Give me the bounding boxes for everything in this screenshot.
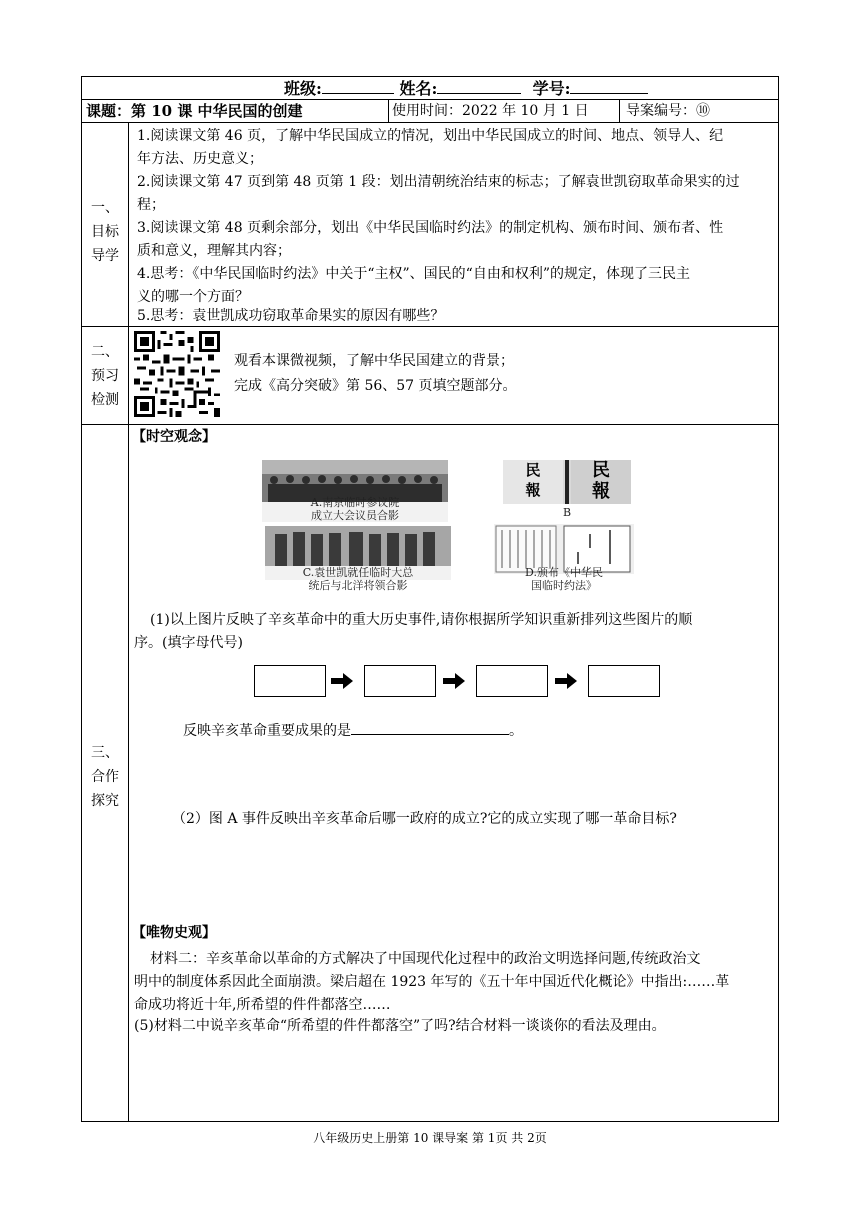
material-line: 明中的制度体系因此全面崩溃。梁启超在 1923 年写的《五十年中国近代化概论》中指出:……革	[134, 974, 730, 990]
name-label: 姓名:	[399, 79, 438, 98]
class-blank[interactable]	[322, 79, 394, 94]
order-box-1[interactable]	[254, 665, 326, 697]
photo-b-minbao: 民 報 民 報	[503, 460, 631, 504]
material-line: 材料二：辛亥革命以革命的方式解决了中国现代化过程中的政治文明选择问题,传统政治文	[150, 951, 701, 967]
heading-time-space: 【时空观念】	[132, 429, 216, 445]
preview-task-exercise: 完成《高分突破》第 56、57 页填空题部分。	[234, 378, 517, 394]
section-label-preview: 二、 预习 检测	[91, 344, 119, 408]
order-box-4[interactable]	[588, 665, 660, 697]
goal-line: 1.阅读课文第 46 页，了解中华民国成立的情况，划出中华民国成立的时间、地点、领导人、纪	[137, 128, 724, 144]
section-label-explore: 三、 合作 探究	[91, 745, 119, 809]
column-divider	[388, 99, 389, 122]
right-arrow-icon	[331, 673, 353, 689]
answer-area-q2[interactable]	[134, 830, 774, 920]
order-box-2[interactable]	[364, 665, 436, 697]
question-1-line2: 序。(填字母代号)	[134, 635, 243, 651]
caption-d: D.颁布《中华民 国临时约法》	[525, 566, 603, 592]
goal-line: 3.阅读课文第 48 页剩余部分，划出《中华民国临时约法》的制定机构、颁布时间、颁布者、性	[137, 220, 724, 236]
caption-b: B	[562, 506, 572, 519]
plan-number: 导案编号：⑩	[626, 103, 710, 119]
goal-line: 2.阅读课文第 47 页到第 48 页第 1 段：划出清朝统治结束的标志；了解袁世凯窃取革命果实的过	[137, 174, 740, 190]
preview-task-video: 观看本课微视频，了解中华民国建立的背景；	[234, 353, 514, 369]
goal-line: 程；	[137, 197, 165, 213]
goal-line: 年方法、历史意义；	[137, 151, 263, 167]
answer-area-q5[interactable]	[134, 1040, 774, 1118]
usage-date: 使用时间：2022 年 10 月 1 日	[392, 103, 589, 119]
goal-line: 质和意义，理解其内容；	[137, 243, 291, 259]
order-box-3[interactable]	[476, 665, 548, 697]
page-footer: 八年级历史上册第 10 课导案 第 1页 共 2页	[313, 1131, 547, 1145]
material-line: 命成功将近十年,所希望的件件都落空……	[134, 997, 391, 1013]
question-5: (5)材料二中说辛亥革命“所希望的件件都落空”了吗?结合材料一谈谈你的看法及理由。	[134, 1018, 666, 1034]
goal-line: 4.思考：《中华民国临时约法》中关于“主权”、国民的“自由和权利”的规定，体现了三民主	[137, 266, 690, 282]
heading-materialism: 【唯物史观】	[132, 925, 216, 941]
question-1-line1: (1)以上图片反映了辛亥革命中的重大历史事件,请你根据所学知识重新排列这些图片的顺	[150, 612, 693, 628]
question-2: （2）图 A 事件反映出辛亥革命后哪一政府的成立?它的成立实现了哪一革命目标?	[172, 811, 677, 827]
caption-a: A.南京临时参议院 成立大会议员合影	[310, 496, 400, 522]
goal-line: 义的哪一个方面？	[137, 289, 249, 305]
q1-result-blank[interactable]	[351, 720, 509, 735]
caption-c: C.袁世凯就任临时大总 统后与北洋将领合影	[302, 566, 414, 592]
lesson-topic: 课题：第 10 课 中华民国的创建	[86, 102, 303, 120]
row-divider	[81, 326, 779, 327]
column-divider	[128, 122, 129, 1122]
qr-code-icon[interactable]	[134, 331, 220, 417]
id-label: 学号:	[532, 79, 571, 98]
header-fields	[284, 79, 648, 99]
id-blank[interactable]	[570, 79, 648, 94]
goal-line: 5.思考：袁世凯成功窃取革命果实的原因有哪些？	[137, 308, 445, 324]
row-divider	[81, 424, 779, 425]
right-arrow-icon	[555, 673, 577, 689]
row-divider	[81, 99, 779, 100]
column-divider	[619, 99, 620, 122]
q1-result-label: 反映辛亥革命重要成果的是	[183, 723, 351, 739]
class-label: 班级:	[284, 79, 322, 98]
name-blank[interactable]	[437, 79, 521, 94]
section-label-goals: 一、 目标 导学	[91, 200, 119, 264]
q1-result: 反映辛亥革命重要成果的是 。	[183, 720, 523, 740]
right-arrow-icon	[443, 673, 465, 689]
row-divider	[81, 122, 779, 123]
